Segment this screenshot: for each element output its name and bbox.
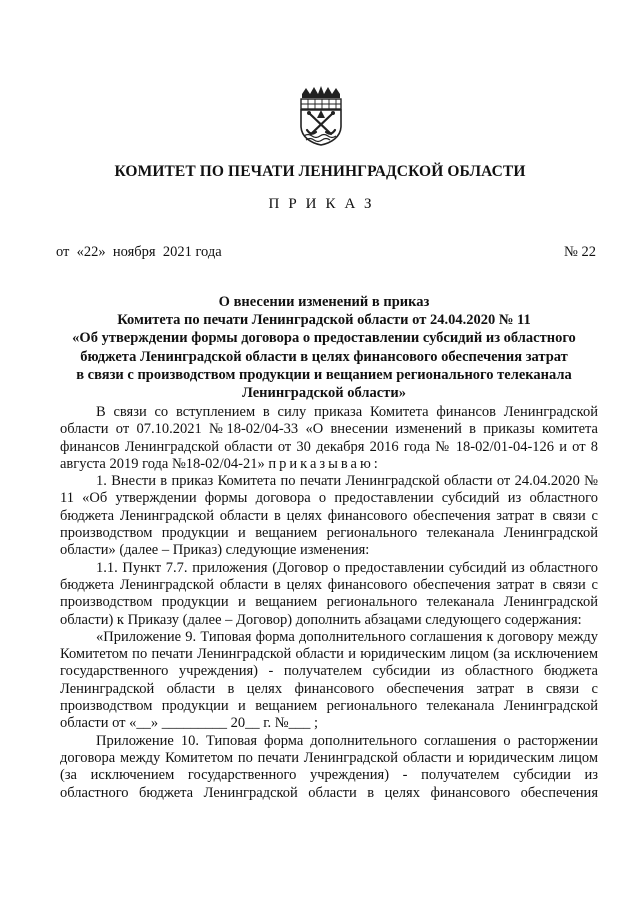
- title-line: Комитета по печати Ленинградской области от 24.04.2020 № 11: [117, 312, 531, 329]
- title-line: О внесении изменений в приказ: [218, 294, 430, 310]
- order-number: № 22: [564, 244, 596, 260]
- title-line: Ленинградской области»: [242, 385, 406, 402]
- title-line: в связи с производством продукции и вещанием регионального телеканала: [76, 366, 572, 383]
- paragraph-appendix-9: «Приложение 9. Типовая форма дополнительного соглашения к договору между Комитетом по печати Ленинградской области и юридическим лицом (за исключением государственного учреждения) - получателем субсидии из областного бюджета Ленинградской области в целях финансового обеспечения затрат в связи с производством продукции и вещанием регионального телеканала Ленинградской области от «__» _________ 20__ г. №___ ;: [60, 628, 598, 732]
- paragraph-appendix-10: Приложение 10. Типовая форма дополнительного соглашения о расторжении договора между Комитетом по печати Ленинградской области и юридическим лицом (за исключением государственного учреждения) - получателем субсидии из областного бюджета Ленинградской области в целях финансового обеспечения: [60, 732, 598, 801]
- document-type-heading: ПРИКАЗ: [268, 196, 381, 212]
- order-date: от «22» ноября 2021 года: [56, 244, 222, 260]
- order-body: [60, 404, 598, 802]
- title-line: «Об утверждении формы договора о предоставлении субсидий из областного: [72, 330, 576, 347]
- committee-name: КОМИТЕТ ПО ПЕЧАТИ ЛЕНИНГРАДСКОЙ ОБЛАСТИ: [114, 163, 526, 180]
- paragraph-preamble: [60, 404, 598, 473]
- title-line: бюджета Ленинградской области в целях финансового обеспечения затрат: [80, 348, 568, 365]
- order-directive: приказываю:: [268, 455, 381, 472]
- leningrad-oblast-coat-of-arms-icon: [298, 86, 344, 146]
- paragraph-item-1: 1. Внести в приказ Комитета по печати Ленинградской области от 24.04.2020 № 11 «Об утверждении формы договора о предоставлении субсидий из областного бюджета Ленинградской области в целях финансового обеспечения затрат в связи с производством продукции и вещанием регионального телеканала Ленинградской области» (далее – Приказ) следующие изменения:: [60, 473, 598, 559]
- paragraph-item-1-1: 1.1. Пункт 7.7. приложения (Договор о предоставлении субсидий из областного бюджета Ленинградской области в целях финансового обеспечения затрат в связи с производством продукции и вещанием регионального телеканала Ленинградской области) к Приказу (далее – Договор) дополнить абзацами следующего содержания:: [60, 559, 598, 628]
- preamble-text: В связи со вступлением в силу приказа Комитета финансов Ленинградской области от 07.10.2021 №18-02/04-33 «О внесении изменений в приказы комитета финансов Ленинградской области от 30 декабря 2016 года № 18-02/01-04-126 и от 8 августа 2019 года №18-02/04-21»: [60, 404, 598, 472]
- order-title: [52, 293, 596, 402]
